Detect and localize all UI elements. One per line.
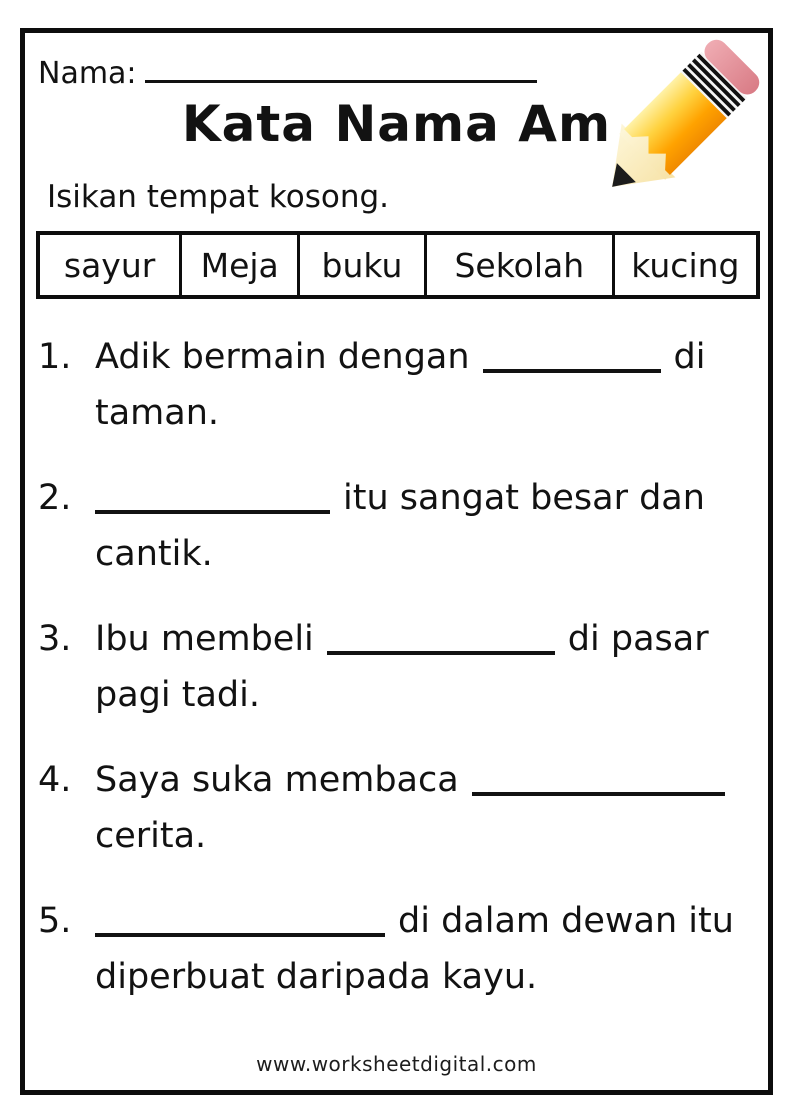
answer-blank bbox=[95, 908, 385, 937]
sentence-number: 5. bbox=[38, 901, 72, 941]
sentence-line-2: cerita. bbox=[95, 816, 207, 856]
sentence-item bbox=[38, 611, 764, 723]
sentence-text: Saya suka membaca bbox=[95, 760, 459, 800]
sentence-body bbox=[95, 752, 764, 864]
word-bank-item: kucing bbox=[631, 245, 740, 285]
sentence-text: Adik bermain dengan bbox=[95, 337, 470, 377]
sentence-number: 2. bbox=[38, 478, 72, 518]
answer-blank bbox=[483, 344, 661, 373]
sentence-line-1 bbox=[95, 611, 764, 667]
sentence-line-1 bbox=[95, 893, 764, 949]
word-bank-table bbox=[36, 231, 760, 299]
sentence-number: 4. bbox=[38, 760, 72, 800]
sentence-item bbox=[38, 329, 764, 441]
sentence-line-1 bbox=[95, 752, 764, 808]
answer-blank bbox=[327, 626, 555, 655]
word-bank-item: Meja bbox=[182, 235, 300, 295]
sentence-line-2: taman. bbox=[95, 393, 220, 433]
sentence-item bbox=[38, 470, 764, 582]
sentence-body bbox=[95, 470, 764, 582]
sentence-number: 3. bbox=[38, 619, 72, 659]
answer-blank bbox=[472, 767, 725, 796]
sentence-line-2: cantik. bbox=[95, 534, 213, 574]
sentence-number: 1. bbox=[38, 337, 72, 377]
page-border bbox=[20, 28, 773, 1095]
name-row bbox=[38, 53, 537, 91]
pencil-icon bbox=[578, 31, 768, 221]
sentence-line-2: diperbuat daripada kayu. bbox=[95, 957, 538, 997]
word-bank-item: Sekolah bbox=[427, 235, 615, 295]
sentence-line-2: pagi tadi. bbox=[95, 675, 260, 715]
name-write-line bbox=[145, 53, 537, 83]
sentence-body bbox=[95, 329, 764, 441]
sentence-text: di dalam dewan itu bbox=[398, 901, 734, 941]
page-title: Kata Nama Am bbox=[181, 95, 612, 153]
sentence-body bbox=[95, 611, 764, 723]
sentence-line-1 bbox=[95, 329, 764, 385]
footer-url: www.worksheetdigital.com bbox=[256, 1052, 537, 1076]
sentence-line-1 bbox=[95, 470, 764, 526]
word-bank-item: sayur bbox=[40, 235, 182, 295]
answer-blank bbox=[95, 485, 330, 514]
sentence-item bbox=[38, 752, 764, 864]
sentence-body bbox=[95, 893, 764, 1005]
sentence-text: di pasar bbox=[567, 619, 709, 659]
sentence-item bbox=[38, 893, 764, 1005]
name-label: Nama: bbox=[38, 56, 137, 91]
sentence-text: itu sangat besar dan bbox=[343, 478, 705, 518]
word-bank-item: buku bbox=[300, 235, 427, 295]
sentence-text: Ibu membeli bbox=[95, 619, 314, 659]
sentence-list bbox=[38, 329, 764, 1034]
instruction-text: Isikan tempat kosong. bbox=[47, 179, 390, 215]
sentence-text: di bbox=[673, 337, 706, 377]
